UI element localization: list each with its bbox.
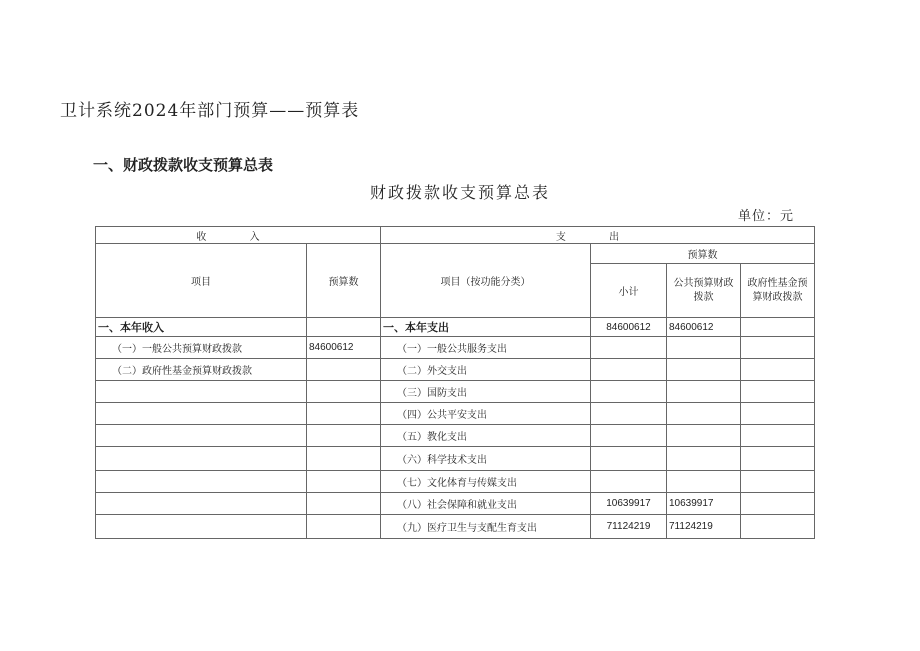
section-heading: 一、财政拨款收支预算总表 (93, 156, 274, 174)
expense-item-cell: （三）国防支出 (381, 381, 591, 403)
gov-fund-cell (741, 318, 815, 337)
header-project: 项目 (96, 244, 307, 318)
table-row (96, 493, 815, 515)
income-item-cell (96, 447, 307, 471)
income-item-cell (96, 381, 307, 403)
table-row (96, 337, 815, 359)
public-budget-cell (667, 359, 741, 381)
expense-item-cell: （四）公共平安支出 (381, 403, 591, 425)
table-row (96, 318, 815, 337)
expense-item-cell: （六）科学技术支出 (381, 447, 591, 471)
income-amount-cell (307, 425, 381, 447)
income-amount-cell (307, 381, 381, 403)
income-item-cell (96, 493, 307, 515)
expense-item-cell: （二）外交支出 (381, 359, 591, 381)
income-item-cell: （一）一般公共预算财政拨款 (96, 337, 307, 359)
public-budget-cell (667, 471, 741, 493)
expense-item-cell: 一、本年支出 (381, 318, 591, 337)
table-title: 财政拨款收支预算总表 (369, 183, 550, 202)
income-amount-cell (307, 515, 381, 539)
subtotal-cell (591, 471, 667, 493)
table-row (96, 403, 815, 425)
income-amount-cell (307, 447, 381, 471)
expense-item-cell: （一）一般公共服务支出 (381, 337, 591, 359)
income-item-cell: 一、本年收入 (96, 318, 307, 337)
header-expense: 支 出 (381, 227, 815, 244)
income-item-cell: （二）政府性基金预算财政拨款 (96, 359, 307, 381)
budget-table (95, 226, 815, 539)
subtotal-cell (591, 425, 667, 447)
header-row-sections (96, 227, 815, 244)
public-budget-cell (667, 447, 741, 471)
subtotal-cell: 84600612 (591, 318, 667, 337)
gov-fund-cell (741, 381, 815, 403)
subtotal-cell (591, 381, 667, 403)
income-item-cell (96, 515, 307, 539)
header-row-columns (96, 244, 815, 264)
income-amount-cell (307, 493, 381, 515)
table-row (96, 515, 815, 539)
gov-fund-cell (741, 359, 815, 381)
income-amount-cell (307, 359, 381, 381)
table-row (96, 425, 815, 447)
subtotal-cell (591, 337, 667, 359)
header-public-budget: 公共预算财政拨款 (667, 264, 741, 318)
subtotal-cell (591, 359, 667, 381)
public-budget-cell: 10639917 (667, 493, 741, 515)
header-income: 收 入 (96, 227, 381, 244)
header-project-by-function: 项目（按功能分类） (381, 244, 591, 318)
gov-fund-cell (741, 447, 815, 471)
gov-fund-cell (741, 515, 815, 539)
header-budget-group: 预算数 (591, 244, 815, 264)
gov-fund-cell (741, 425, 815, 447)
gov-fund-cell (741, 471, 815, 493)
document-title: 卫计系统2024年部门预算——预算表 (60, 101, 360, 121)
public-budget-cell (667, 381, 741, 403)
subtotal-cell: 10639917 (591, 493, 667, 515)
table-row (96, 381, 815, 403)
table-row (96, 447, 815, 471)
income-item-cell (96, 471, 307, 493)
income-item-cell (96, 425, 307, 447)
public-budget-cell (667, 425, 741, 447)
header-subtotal: 小计 (591, 264, 667, 318)
unit-label: 单位：元 (738, 209, 795, 224)
expense-item-cell: （五）教化支出 (381, 425, 591, 447)
subtotal-cell: 71124219 (591, 515, 667, 539)
gov-fund-cell (741, 337, 815, 359)
expense-item-cell: （八）社会保障和就业支出 (381, 493, 591, 515)
expense-item-cell: （九）医疗卫生与支配生育支出 (381, 515, 591, 539)
public-budget-cell: 71124219 (667, 515, 741, 539)
table-row (96, 359, 815, 381)
header-budget-amount: 预算数 (307, 244, 381, 318)
expense-item-cell: （七）文化体育与传媒支出 (381, 471, 591, 493)
income-item-cell (96, 403, 307, 425)
public-budget-cell (667, 337, 741, 359)
public-budget-cell: 84600612 (667, 318, 741, 337)
subtotal-cell (591, 447, 667, 471)
public-budget-cell (667, 403, 741, 425)
income-amount-cell (307, 403, 381, 425)
income-amount-cell: 84600612 (307, 337, 381, 359)
table-row (96, 471, 815, 493)
header-gov-fund: 政府性基金预算财政拨款 (741, 264, 815, 318)
income-amount-cell (307, 471, 381, 493)
income-amount-cell (307, 318, 381, 337)
gov-fund-cell (741, 403, 815, 425)
subtotal-cell (591, 403, 667, 425)
gov-fund-cell (741, 493, 815, 515)
